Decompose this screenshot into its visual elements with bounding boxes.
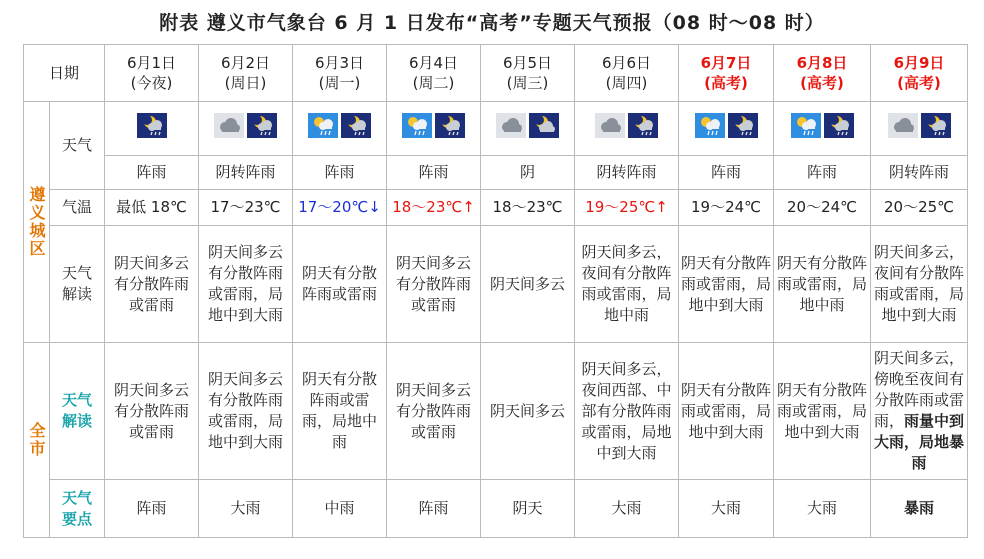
province-interp-bold: 雨量中到大雨，局地暴雨 (873, 412, 965, 472)
cloudy-icon (888, 113, 918, 144)
city-temp-cell: 18～23℃ (481, 190, 575, 226)
city-temp-cell: 17～23℃ (199, 190, 293, 226)
date-sub: (周四) (605, 74, 648, 92)
city-interp-cell: 阴天间多云，夜间有分散阵雨或雷雨，局地中雨 (575, 226, 679, 343)
province-key-cell: 中雨 (293, 480, 387, 538)
province-key-cell: 大雨 (199, 480, 293, 538)
city-interp-cell: 阴天间多云 (481, 226, 575, 343)
province-interp-cell: 阴天间多云 (481, 343, 575, 480)
city-interp-cell: 阴天间多云有分散阵雨或雷雨 (105, 226, 199, 343)
city-temp-cell: 19～24℃ (679, 190, 774, 226)
province-interp-label: 天气 解读 (50, 343, 105, 480)
date-text: 6月7日 (700, 54, 752, 72)
date-sub: (周三) (506, 74, 549, 92)
date-text: 6月8日 (796, 54, 848, 72)
date-cell (679, 45, 774, 102)
icon-cell (105, 102, 199, 156)
city-interp-cell: 阴天有分散阵雨或雷雨 (293, 226, 387, 343)
icon-cell (871, 102, 968, 156)
weather-label: 天气 (50, 102, 105, 190)
city-temp-cell: 17～20℃↓ (293, 190, 387, 226)
date-cell (199, 45, 293, 102)
province-interp-cell: 阴天有分散阵雨或雷雨，局地中到大雨 (774, 343, 871, 480)
icon-row (24, 102, 968, 156)
province-key-cell: 大雨 (774, 480, 871, 538)
province-interp-cell: 阴天间多云，夜间西部、中部有分散阵雨或雷雨，局地中到大雨 (575, 343, 679, 480)
city-interp-cell: 阴天有分散阵雨或雷雨，局地中雨 (774, 226, 871, 343)
date-cell (575, 45, 679, 102)
night-cloudy-icon (529, 113, 559, 144)
date-text: 6月3日 (314, 54, 365, 72)
city-weather-cell: 阵雨 (774, 156, 871, 190)
icon-cell (387, 102, 481, 156)
night-rain-icon (435, 113, 465, 144)
day-rain-icon (308, 113, 338, 144)
date-cell (871, 45, 968, 102)
city-weather-cell: 阴转阵雨 (199, 156, 293, 190)
icon-cell (575, 102, 679, 156)
icon-cell (679, 102, 774, 156)
cloudy-icon (214, 113, 244, 144)
date-header: 日期 (24, 45, 105, 102)
city-weather-cell: 阴 (481, 156, 575, 190)
province-region-cell (24, 343, 50, 538)
night-rain-icon (247, 113, 277, 144)
night-rain-icon (628, 113, 658, 144)
city-interp-row (24, 226, 968, 343)
date-text: 6月2日 (220, 54, 271, 72)
night-rain-icon (341, 113, 371, 144)
province-key-cell: 阴天 (481, 480, 575, 538)
city-temp-row (24, 190, 968, 226)
day-rain-icon (402, 113, 432, 144)
city-temp-cell: 20～24℃ (774, 190, 871, 226)
date-sub: (周日) (224, 74, 267, 92)
date-text: 6月4日 (408, 54, 459, 72)
city-weather-cell: 阴转阵雨 (575, 156, 679, 190)
city-interp-label: 天气 解读 (50, 226, 105, 343)
province-interp-cell: 阴天有分散阵雨或雷雨，局地中到大雨 (679, 343, 774, 480)
province-region-label: 全市 (27, 422, 46, 458)
city-interp-cell: 阴天间多云有分散阵雨或雷雨，局地中到大雨 (199, 226, 293, 343)
date-cell (481, 45, 575, 102)
night-rain-icon (921, 113, 951, 144)
date-text: 6月9日 (893, 54, 945, 72)
page-title: 附表 遵义市气象台 6 月 1 日发布“高考”专题天气预报（08 时～08 时） (159, 12, 825, 34)
night-rain-icon (824, 113, 854, 144)
forecast-table (23, 44, 968, 538)
icon-cell (481, 102, 575, 156)
night-rain-icon (728, 113, 758, 144)
city-weather-cell: 阵雨 (105, 156, 199, 190)
province-interp-cell: 阴天间多云有分散阵雨或雷雨，局地中到大雨 (199, 343, 293, 480)
cloudy-icon (595, 113, 625, 144)
city-temp-cell: 19～25℃↑ (575, 190, 679, 226)
city-weather-cell: 阵雨 (387, 156, 481, 190)
province-interp-cell: 阴天间多云，傍晚至夜间有分散阵雨或雷雨，雨量中到大雨，局地暴雨 (871, 343, 968, 480)
city-temp-cell: 18～23℃↑ (387, 190, 481, 226)
cloudy-icon (496, 113, 526, 144)
day-rain-icon (695, 113, 725, 144)
province-interp-cell: 阴天间多云有分散阵雨或雷雨 (105, 343, 199, 480)
city-region-label: 遵义城区 (27, 186, 46, 258)
date-cell (293, 45, 387, 102)
city-weather-row (24, 156, 968, 190)
date-text: 6月1日 (126, 54, 177, 72)
date-text: 6月5日 (502, 54, 553, 72)
province-key-cell: 大雨 (679, 480, 774, 538)
province-interp-cell: 阴天间多云有分散阵雨或雷雨 (387, 343, 481, 480)
date-cell (774, 45, 871, 102)
date-sub: (周一) (318, 74, 361, 92)
day-rain-icon (791, 113, 821, 144)
icon-cell (293, 102, 387, 156)
province-key-cell: 阵雨 (105, 480, 199, 538)
city-temp-cell: 最低 18℃ (105, 190, 199, 226)
province-key-label: 天气 要点 (50, 480, 105, 538)
province-key-cell: 阵雨 (387, 480, 481, 538)
city-temp-cell: 20～25℃ (871, 190, 968, 226)
date-row (24, 45, 968, 102)
date-sub: (高考) (897, 74, 941, 92)
city-interp-cell: 阴天间多云有分散阵雨或雷雨 (387, 226, 481, 343)
province-interp-row (24, 343, 968, 480)
date-text: 6月6日 (601, 54, 652, 72)
icon-cell (774, 102, 871, 156)
date-sub: (今夜) (130, 74, 173, 92)
date-cell (387, 45, 481, 102)
temp-label: 气温 (50, 190, 105, 226)
night-rain-icon (137, 113, 167, 144)
city-interp-cell: 阴天有分散阵雨或雷雨，局地中到大雨 (679, 226, 774, 343)
date-sub: (高考) (704, 74, 748, 92)
city-weather-cell: 阴转阵雨 (871, 156, 968, 190)
date-sub: (周二) (412, 74, 455, 92)
city-weather-cell: 阵雨 (679, 156, 774, 190)
date-cell (105, 45, 199, 102)
date-sub: (高考) (800, 74, 844, 92)
province-key-row (24, 480, 968, 538)
icon-cell (199, 102, 293, 156)
province-key-cell: 大雨 (575, 480, 679, 538)
province-interp-cell: 阴天有分散阵雨或雷雨，局地中雨 (293, 343, 387, 480)
city-region-cell (24, 102, 50, 343)
province-key-cell: 暴雨 (871, 480, 968, 538)
city-weather-cell: 阵雨 (293, 156, 387, 190)
city-interp-cell: 阴天间多云，夜间有分散阵雨或雷雨，局地中到大雨 (871, 226, 968, 343)
